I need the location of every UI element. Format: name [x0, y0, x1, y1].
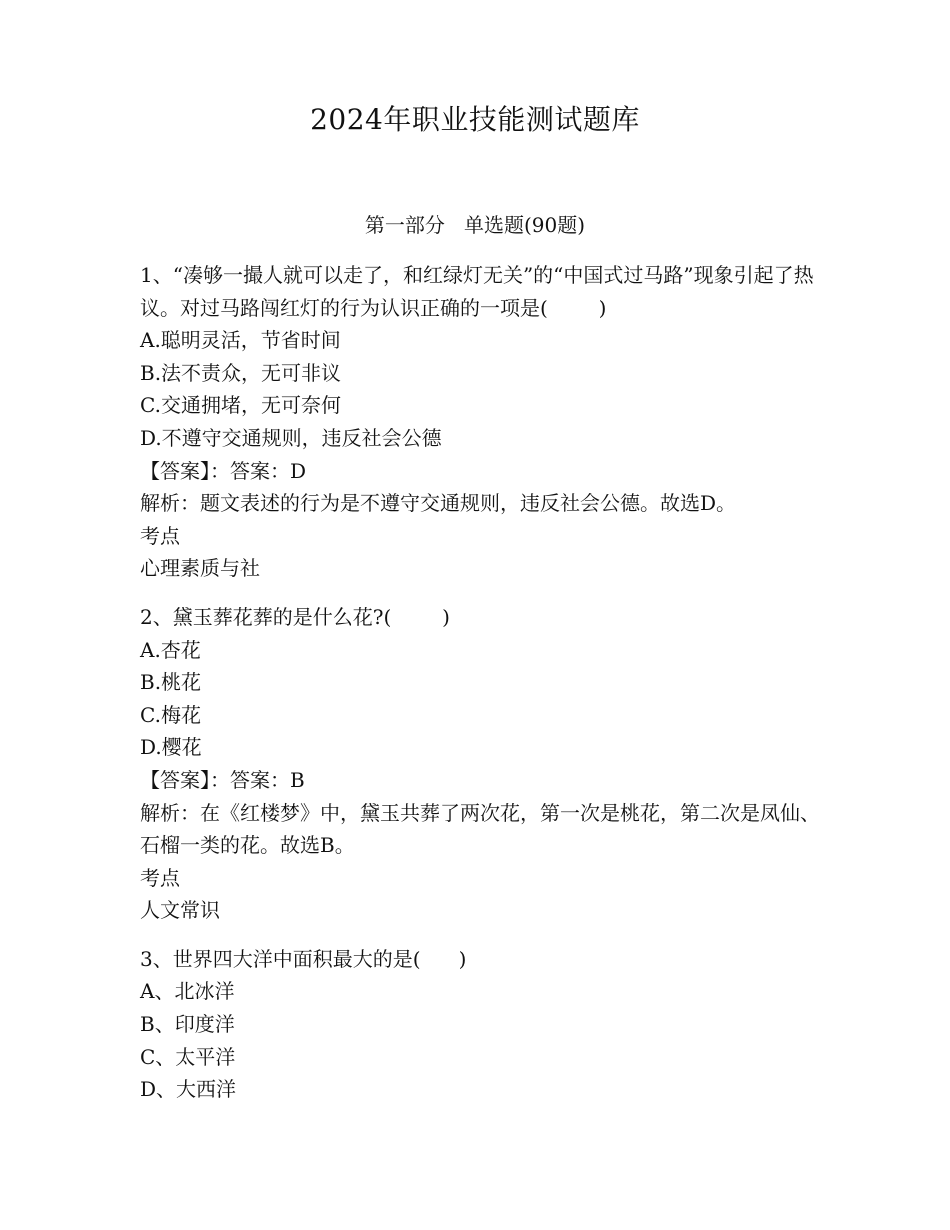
kaodian-label: 考点 [140, 865, 180, 890]
option-d: D.不遵守交通规则，违反社会公德 [140, 425, 442, 450]
analysis-text: 解析：题文表述的行为是不遵守交通规则，违反社会公德。故选D。 [140, 491, 737, 516]
option-d: D.樱花 [140, 735, 202, 760]
option-c: C、太平洋 [140, 1044, 236, 1069]
question-3 [140, 943, 820, 1106]
option-c: C.交通拥堵，无可奈何 [140, 393, 341, 418]
question-stem: 3、世界四大洋中面积最大的是( ) [140, 946, 467, 971]
question-stem: 1、“凑够一撮人就可以走了，和红绿灯无关”的“中国式过马路”现象引起了热议。对过马路闯红灯的行为认识正确的一项是( ) [140, 263, 814, 320]
option-d: D、大西洋 [140, 1077, 237, 1102]
document-title: 2024年职业技能测试题库 [310, 103, 640, 136]
question-list [140, 259, 820, 1122]
question-stem: 2、黛玉葬花葬的是什么花?( ) [140, 604, 450, 629]
question-1 [140, 259, 820, 585]
answer-line: 【答案】：答案：D [140, 458, 307, 483]
kaodian-label: 考点 [140, 523, 180, 548]
option-b: B.法不责众，无可非议 [140, 360, 342, 385]
kaodian-value: 人文常识 [140, 898, 220, 923]
section-title: 第一部分 单选题(90题) [364, 213, 586, 237]
answer-line: 【答案】：答案：B [140, 767, 305, 792]
question-2 [140, 601, 820, 927]
analysis-text: 解析：在《红楼梦》中，黛玉共葬了两次花，第一次是桃花，第二次是凤仙、石榴一类的花。故选B。 [140, 800, 820, 858]
option-b: B、印度洋 [140, 1012, 235, 1037]
option-b: B.桃花 [140, 670, 202, 695]
option-a: A.杏花 [140, 637, 201, 662]
option-a: A、北冰洋 [140, 979, 235, 1004]
kaodian-value: 心理素质与社 [140, 556, 260, 581]
option-a: A.聪明灵活，节省时间 [140, 328, 341, 353]
option-c: C.梅花 [140, 702, 201, 727]
